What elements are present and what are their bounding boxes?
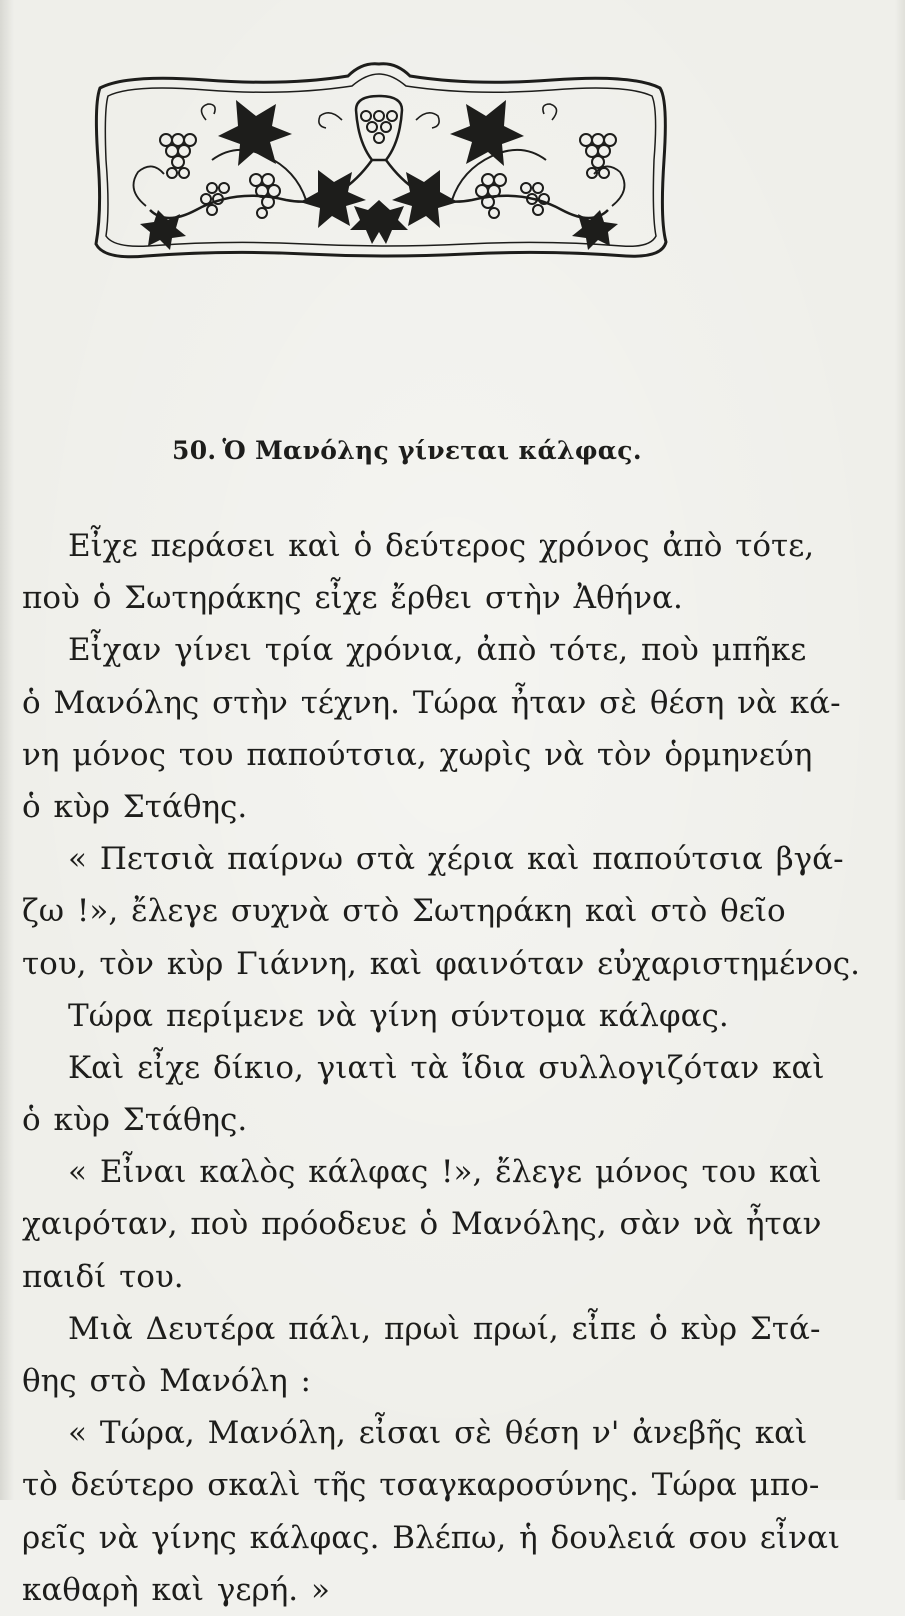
text-line: ὁ κὺρ Στάθης. bbox=[22, 1102, 248, 1139]
text-line: Εἶχαν γίνει τρία χρόνια, ἀπὸ τότε, ποὺ μπῆκε bbox=[68, 632, 807, 669]
text-line: Καὶ εἶχε δίκιο, γιατὶ τὰ ἴδια συλλογιζόταν καὶ bbox=[68, 1049, 825, 1086]
text-line: καθαρὴ καὶ γερή. » bbox=[22, 1571, 330, 1608]
text-line: παιδί του. bbox=[22, 1258, 184, 1295]
grapevine-headpiece-ornament bbox=[86, 60, 672, 270]
text-line: ρεῖς νὰ γίνης κάλφας. Βλέπω, ἡ δουλειά σου εἶναι bbox=[22, 1519, 841, 1556]
text-line: ὁ Μανόλης στὴν τέχνη. Τώρα ἦταν σὲ θέση νὰ κά- bbox=[22, 684, 841, 721]
chapter-title-text: Ὁ Μανόλης γίνεται κάλφας. bbox=[222, 436, 642, 465]
text-line: του, τὸν κὺρ Γιάννη, καὶ φαινόταν εὐχαριστημένος. bbox=[22, 945, 860, 982]
text-line: Μιὰ Δευτέρα πάλι, πρωὶ πρωί, εἶπε ὁ κὺρ Στά- bbox=[68, 1310, 821, 1347]
text-line: χαιρόταν, ποὺ πρόοδευε ὁ Μανόλης, σὰν νὰ ἦταν bbox=[22, 1206, 822, 1243]
chapter-number: 50. bbox=[172, 436, 217, 465]
text-line: « Τώρα, Μανόλη, εἶσαι σὲ θέση ν' ἀνεβῆς καὶ bbox=[68, 1415, 808, 1452]
text-line: ποὺ ὁ Σωτηράκης εἶχε ἔρθει στὴν Ἀθήνα. bbox=[22, 580, 683, 617]
chapter-body-text bbox=[22, 520, 860, 1616]
page-shadow-right bbox=[895, 0, 905, 1500]
text-line: Εἶχε περάσει καὶ ὁ δεύτερος χρόνος ἀπὸ τότε, bbox=[68, 528, 815, 564]
text-line: τὸ δεύτερο σκαλὶ τῆς τσαγκαροσύνης. Τώρα μπο- bbox=[22, 1467, 820, 1504]
text-line: ὁ κὺρ Στάθης. bbox=[22, 788, 248, 825]
page-shadow-left bbox=[0, 0, 14, 1500]
chapter-heading bbox=[172, 436, 732, 465]
text-line: νη μόνος του παπούτσια, χωρὶς νὰ τὸν ὁρμηνεύη bbox=[22, 736, 813, 773]
text-line: « Εἶναι καλὸς κάλφας !», ἔλεγε μόνος του καὶ bbox=[68, 1154, 822, 1191]
text-line: Τώρα περίμενε νὰ γίνη σύντομα κάλφας. bbox=[68, 997, 729, 1034]
text-line: « Πετσιὰ παίρνω στὰ χέρια καὶ παπούτσια βγά- bbox=[68, 841, 844, 878]
text-line: ζω !», ἔλεγε συχνὰ στὸ Σωτηράκη καὶ στὸ θεῖο bbox=[22, 893, 786, 930]
text-line: θης στὸ Μανόλη : bbox=[22, 1363, 311, 1399]
